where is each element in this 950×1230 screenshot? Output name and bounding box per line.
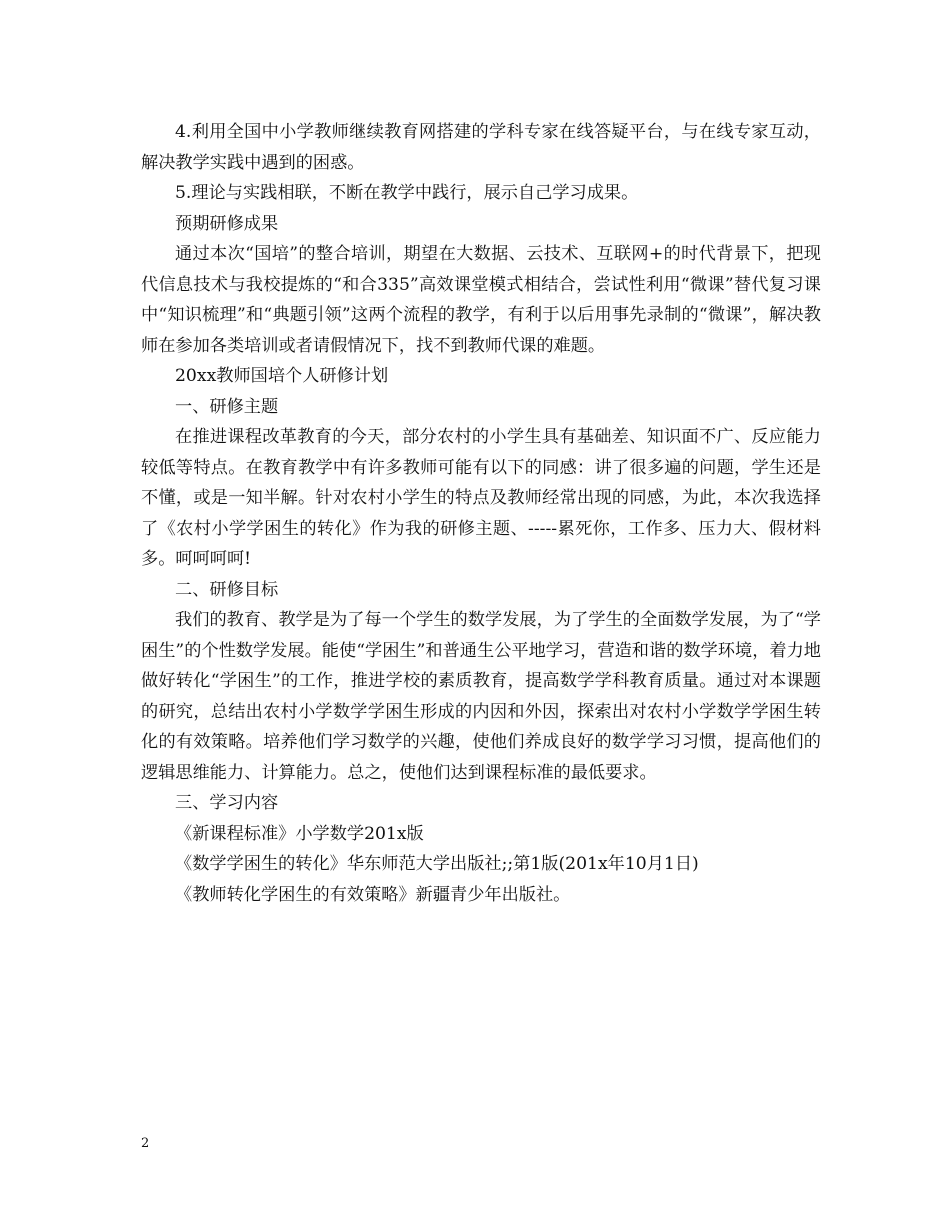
- document-title: 20xx教师国培个人研修计划: [175, 366, 389, 386]
- reference-item: 《新课程标准》小学数学201x版: [175, 823, 424, 844]
- page-number: 2: [141, 1136, 150, 1151]
- reference-item: 《教师转化学困生的有效策略》新疆青少年出版社。: [175, 884, 571, 905]
- paragraph-expected-results: 通过本次“国培”的整合培训，期望在大数据、云技术、互联网+的时代背景下，把现代信息技术与我校提炼的“和合335”高效课堂模式相结合，尝试性利用“微课”替代复习课中“知识梳理”和“典题引领”这两个流程的教学，有利于以后用事先录制的“微课”，解决教师在参加各类培训或者请假情况下，找不到教师代课的难题。: [141, 244, 821, 356]
- reference-item: 《数学学困生的转化》华东师范大学出版社;;第1版(201x年10月1日): [175, 854, 699, 874]
- section-heading-content: 三、学习内容: [175, 793, 279, 813]
- paragraph-item-5: 5.理论与实践相联，不断在教学中践行，展示自己学习成果。: [175, 183, 639, 203]
- paragraph-item-4: 4.利用全国中小学教师继续教育网搭建的学科专家在线答疑平台，与在线专家互动，解决教学实践中遇到的困惑。: [141, 122, 821, 173]
- section-heading-theme: 一、研修主题: [175, 396, 279, 417]
- document-body: [141, 117, 821, 910]
- section-heading-goals: 二、研修目标: [175, 579, 279, 600]
- paragraph-theme: 在推进课程改革教育的今天，部分农村的小学生具有基础差、知识面不广、反应能力较低等特点。在教育教学中有许多教师可能有以下的同感：讲了很多遍的问题，学生还是不懂，或是一知半解。针对农村小学生的特点及教师经常出现的同感，为此，本次我选择了《农村小学学困生的转化》作为我的研修主题、-----累死你，工作多、压力大、假材料多。呵呵呵呵!: [141, 427, 821, 569]
- section-heading-expected-results: 预期研修成果: [175, 213, 279, 234]
- paragraph-goals: 我们的教育、教学是为了每一个学生的数学发展，为了学生的全面数学发展，为了“学困生”的个性数学发展。能使“学困生”和普通生公平地学习，营造和谐的数学环境，着力地做好转化“学困生”的工作，推进学校的素质教育，提高数学学科教育质量。通过对本课题的研究，总结出农村小学数学学困生形成的内因和外因，探索出对农村小学数学学困生转化的有效策略。培养他们学习数学的兴趣，使他们养成良好的数学学习习惯，提高他们的逻辑思维能力、计算能力。总之，使他们达到课程标准的最低要求。: [141, 610, 821, 783]
